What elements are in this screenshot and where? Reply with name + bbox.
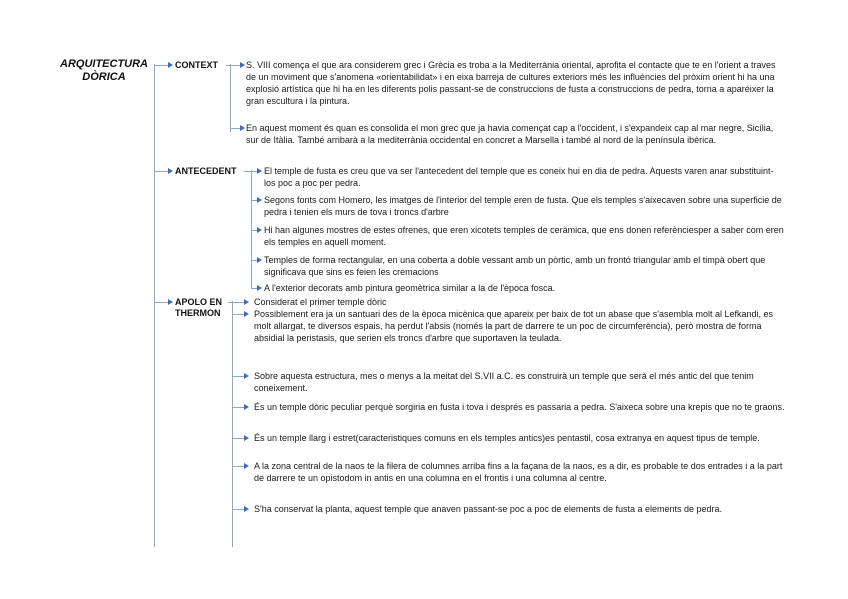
- antecedent-items-connector: [251, 170, 252, 288]
- arrow-icon: [244, 404, 249, 410]
- thermon-branch: [232, 438, 244, 439]
- arrow-icon: [257, 285, 262, 291]
- thermon-item: S'ha conservat la planta, aquest temple que anaven passant-se poc a poc de elements de fusta a elements de pedra.: [254, 504, 723, 514]
- context-item: En aquest moment és quan es consolida el mon grec que ja havia començat cap a l'occident, i s'expandeix cap al mar negre, Sicília, sur de Itàlia. També arribarà a la mediterrània occidental en concret a Marsella i també al nord de la península ibèrica.: [246, 123, 774, 145]
- context-item: S. VIII comença el que ara considerem grec i Grècia es troba a la Mediterrània oriental, aprofita el contacte que te en l'orient a traves de un moviment que s'anomena «orientabilidat» i en eixa barreja de cultures exteriors més les influències del pròxim orient hi ha una explosió artística que hi ha en les diferents polis passant-se de construccions de fusta a construccions de pedra, torna a aparéixer la gran escultura i la pintura.: [246, 60, 776, 106]
- context-items-connector: [230, 64, 231, 132]
- arrow-icon: [257, 227, 262, 233]
- main-connector: [154, 64, 155, 547]
- thermon-branch: [232, 407, 244, 408]
- section-label-antecedent: ANTECEDENT: [175, 166, 237, 176]
- arrow-icon: [257, 197, 262, 203]
- thermon-items-connector: [232, 301, 233, 547]
- antecedent-item: A l'exterior decorats amb pintura geomètrica similar a la de l'època fosca.: [264, 283, 556, 293]
- arrow-icon: [240, 125, 245, 131]
- antecedent-connector: [154, 171, 168, 172]
- context-connector: [154, 65, 168, 66]
- arrow-icon: [244, 299, 249, 305]
- antecedent-item: Hi han algunes mostres de estes ofrenes, que eren xicotets temples de ceràmica, que ens donen referènciesper a saber com eren els temples en aquell moment.: [264, 225, 784, 247]
- section-label-line: THERMON: [175, 308, 221, 318]
- arrow-icon: [244, 435, 249, 441]
- section-label-context: CONTEXT: [175, 60, 219, 70]
- thermon-item: A la zona central de la naos te la filera de columnes arriba fins a la façana de la naos, es a dir, es probable te dos entrades i a la part de darrere te un opistodom in antis en una columna en el frontis i una columna al centre.: [254, 461, 783, 483]
- thermon-item: Sobre aquesta estructura, mes o menys a la meitat del S.VII a.C. es construirà un temple que serà el més antic del que tenim coneixement.: [254, 371, 754, 393]
- section-label-line: APOLO EN: [175, 297, 223, 307]
- context-branch: [226, 65, 240, 66]
- arrow-icon: [244, 373, 249, 379]
- thermon-item: Possiblement era ja un santuari des de la època micènica que apareix per baix de tot un abase que s'asembla molt al Lefkandi, es molt allargat, te diversos espais, ha perdut l'absis (només la part de darrere te un poc de circumferència), però mostra de forma absidial la peristasis, que serien els troncs d'arbre que suportaven la teulada.: [254, 309, 774, 343]
- arrow-icon: [257, 257, 262, 263]
- thermon-item: Considerat el primer temple dòric: [254, 297, 387, 307]
- arrow-icon: [168, 62, 173, 68]
- context-branch: [230, 128, 240, 129]
- arrow-icon: [240, 62, 245, 68]
- thermon-branch: [232, 466, 244, 467]
- antecedent-branch: [244, 171, 257, 172]
- arrow-icon: [244, 463, 249, 469]
- antecedent-item: Segons fonts com Homero, les imatges de l'interior del temple eren de fusta. Que els temples s'aixecaven sobre una superficie de pedra i tenien els murs de tova i troncs d'arbre: [264, 195, 782, 217]
- antecedent-item: Temples de forma rectangular, en una coberta a doble vessant amb un pòrtic, amb un frontó triangular amb el timpà obert que significava que sins es feien les cremacions: [264, 255, 766, 277]
- arrow-icon: [244, 506, 249, 512]
- antecedent-item: El temple de fusta es creu que va ser l'antecedent del temple que es coneix hui en dia de pedra. Aquests varen anar substituint-los poc a poc per pedra.: [264, 166, 774, 188]
- arrow-icon: [168, 168, 173, 174]
- thermon-item: És un temple dòric peculiar perquè sorgiria en fusta i tova i després es passaria a pedra. S'aixeca sobre una krepis que no te graons.: [254, 402, 785, 412]
- thermon-branch: [228, 302, 244, 303]
- arrow-icon: [168, 299, 173, 305]
- thermon-branch: [232, 376, 244, 377]
- thermon-item: És un temple llarg i estret(caracteristiques comuns en els temples antics)es pentastil, cosa extranya en aquest tipus de temple.: [254, 433, 760, 443]
- arrow-icon: [244, 311, 249, 317]
- thermon-branch: [232, 509, 244, 510]
- thermon-branch: [232, 314, 244, 315]
- map-title: ARQUITECTURA DÒRICA: [60, 58, 148, 83]
- arrow-icon: [257, 168, 262, 174]
- section-label-thermon: [175, 297, 222, 319]
- thermon-connector: [154, 302, 168, 303]
